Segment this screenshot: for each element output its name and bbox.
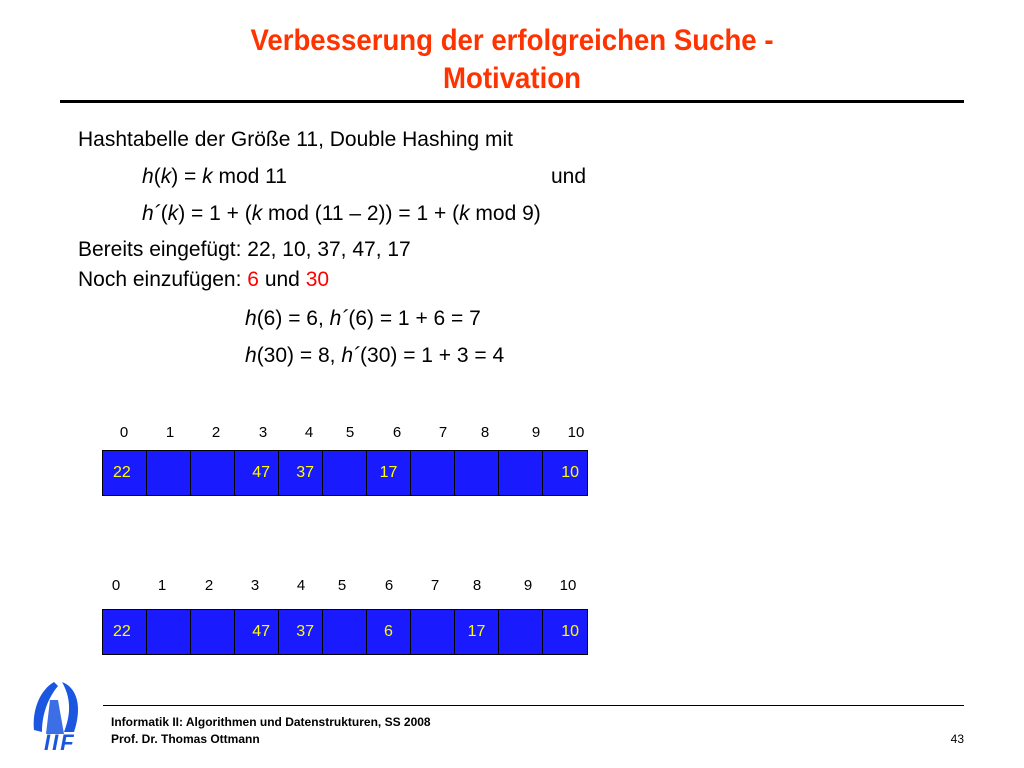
table-cell bbox=[499, 451, 543, 495]
pending-keys bbox=[78, 267, 329, 293]
footer-divider bbox=[103, 705, 964, 706]
table-cell: 37 bbox=[279, 610, 323, 654]
logo-text: IIF bbox=[44, 730, 76, 755]
index-label: 10 bbox=[567, 424, 585, 441]
table-cell bbox=[323, 610, 367, 654]
index-label: 8 bbox=[472, 577, 482, 594]
pending-key-6: 6 bbox=[247, 268, 259, 291]
index-label: 2 bbox=[204, 577, 214, 594]
table-cell: 10 bbox=[543, 451, 587, 495]
h-prime-symbol: h´ bbox=[329, 307, 349, 330]
table-cell: 6 bbox=[367, 610, 411, 654]
index-label: 8 bbox=[480, 424, 490, 441]
slide-title bbox=[41, 22, 983, 98]
paren: ( bbox=[153, 165, 161, 188]
index-label: 6 bbox=[384, 577, 394, 594]
calc-key-30 bbox=[245, 343, 504, 369]
k-symbol: k bbox=[160, 165, 172, 188]
calc-part: (30) = 8, bbox=[256, 344, 342, 367]
index-label: 1 bbox=[157, 577, 167, 594]
calc-part: (6) = 1 + 6 = 7 bbox=[348, 307, 481, 330]
paren: ( bbox=[160, 202, 168, 225]
calc-key-6 bbox=[245, 306, 481, 332]
table-cell bbox=[323, 451, 367, 495]
index-label: 5 bbox=[337, 577, 347, 594]
inserted-keys: Bereits eingefügt: 22, 10, 37, 47, 17 bbox=[78, 238, 411, 261]
k-symbol: k bbox=[459, 202, 470, 225]
index-label: 0 bbox=[111, 577, 121, 594]
index-label: 0 bbox=[119, 424, 129, 441]
und-connector: und bbox=[551, 165, 587, 188]
index-label: 10 bbox=[559, 577, 577, 594]
hash-table-before bbox=[102, 450, 588, 496]
formula-h-prime bbox=[142, 201, 541, 227]
h-symbol: h bbox=[142, 165, 154, 188]
table-cell: 22 bbox=[103, 610, 147, 654]
title-line-2: Motivation bbox=[443, 62, 581, 95]
pending-und: und bbox=[258, 268, 306, 291]
index-label: 4 bbox=[304, 424, 314, 441]
table-cell: 47 bbox=[235, 451, 279, 495]
k-symbol: k bbox=[202, 165, 213, 188]
index-label: 9 bbox=[523, 577, 533, 594]
table-cell: 10 bbox=[543, 610, 587, 654]
mod-text: mod 11 bbox=[212, 165, 287, 188]
table-cell bbox=[455, 451, 499, 495]
h-symbol: h bbox=[245, 344, 257, 367]
table-cell bbox=[191, 451, 235, 495]
page-number: 43 bbox=[950, 732, 964, 746]
pending-label: Noch einzufügen: bbox=[78, 268, 248, 291]
k-symbol: k bbox=[167, 202, 179, 225]
calc-part: (30) = 1 + 3 = 4 bbox=[360, 344, 505, 367]
table-cell: 47 bbox=[235, 610, 279, 654]
hash-table-after bbox=[102, 609, 588, 655]
table-cell bbox=[147, 451, 191, 495]
iif-logo bbox=[24, 680, 96, 761]
table-cell bbox=[191, 610, 235, 654]
h-prime-symbol: h´ bbox=[341, 344, 361, 367]
index-label: 2 bbox=[211, 424, 221, 441]
h-symbol: h bbox=[245, 307, 257, 330]
index-label: 1 bbox=[165, 424, 175, 441]
title-divider bbox=[60, 100, 964, 103]
formula-part: mod (11 – 2)) = 1 + ( bbox=[262, 202, 460, 225]
title-line-1: Verbesserung der erfolgreichen Suche - bbox=[250, 24, 774, 57]
table-cell bbox=[411, 451, 455, 495]
table-cell: 17 bbox=[367, 451, 411, 495]
index-label: 7 bbox=[438, 424, 448, 441]
equals: ) = bbox=[171, 165, 203, 188]
intro-text: Hashtabelle der Größe 11, Double Hashing mit bbox=[78, 128, 514, 151]
footer-course: Informatik II: Algorithmen und Datenstrukturen, SS 2008 bbox=[111, 715, 431, 729]
k-symbol: k bbox=[251, 202, 263, 225]
table-cell bbox=[499, 610, 543, 654]
formula-h bbox=[142, 164, 287, 190]
footer-author: Prof. Dr. Thomas Ottmann bbox=[111, 732, 260, 746]
index-label: 3 bbox=[258, 424, 268, 441]
table-cell: 17 bbox=[455, 610, 499, 654]
h-prime-symbol: h´ bbox=[142, 202, 161, 225]
table-cell: 22 bbox=[103, 451, 147, 495]
table-cell bbox=[147, 610, 191, 654]
index-label: 5 bbox=[345, 424, 355, 441]
formula-part: mod 9) bbox=[469, 202, 541, 225]
index-label: 9 bbox=[531, 424, 541, 441]
table-cell bbox=[411, 610, 455, 654]
calc-part: (6) = 6, bbox=[256, 307, 330, 330]
index-label: 3 bbox=[250, 577, 260, 594]
index-label: 6 bbox=[392, 424, 402, 441]
index-label: 7 bbox=[430, 577, 440, 594]
formula-part: ) = 1 + ( bbox=[178, 202, 252, 225]
index-label: 4 bbox=[296, 577, 306, 594]
table-cell: 37 bbox=[279, 451, 323, 495]
pending-key-30: 30 bbox=[305, 268, 330, 291]
